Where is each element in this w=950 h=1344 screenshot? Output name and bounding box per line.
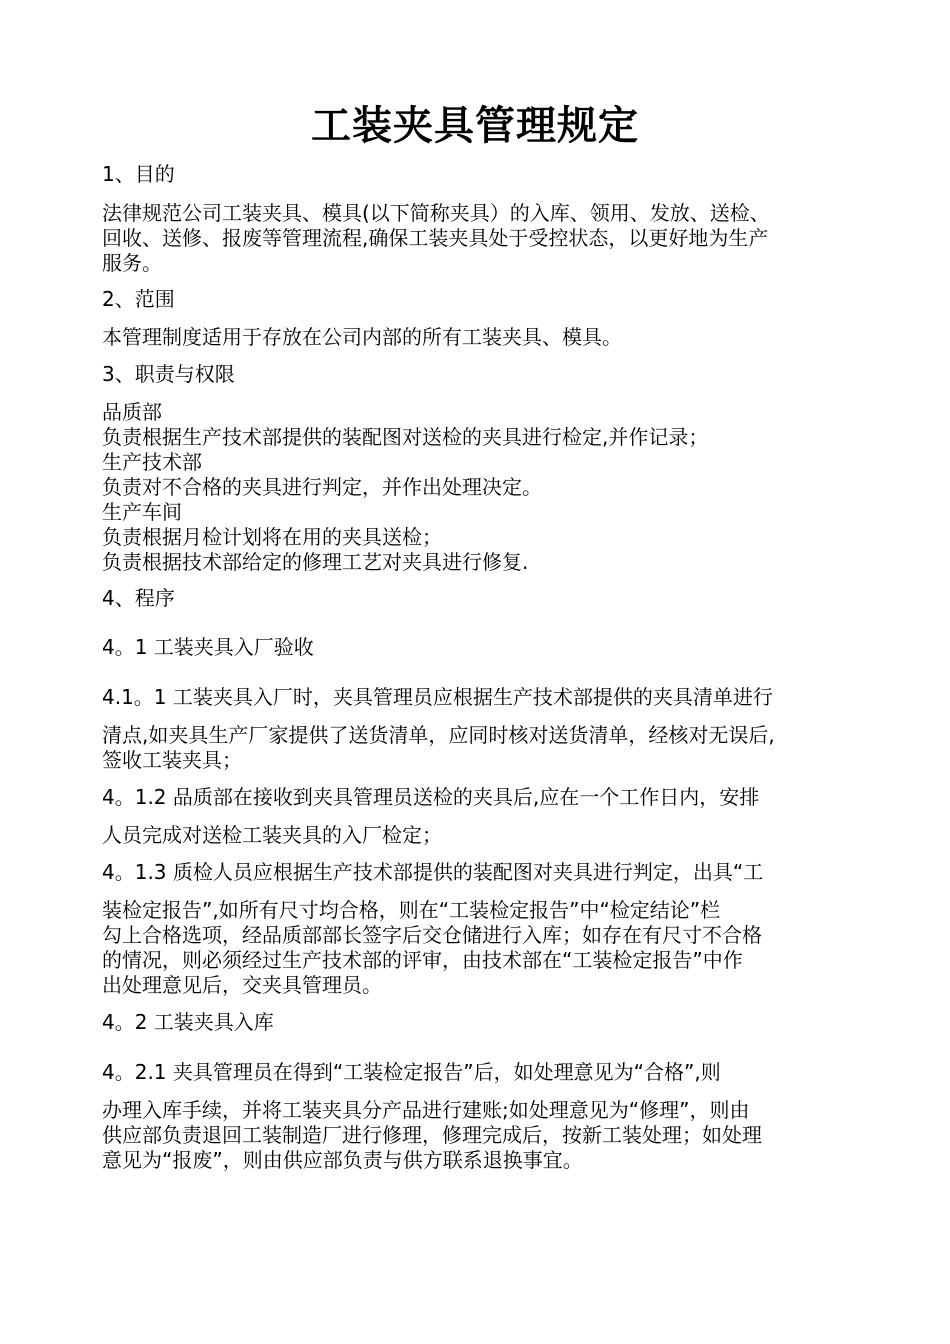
- section-heading-scope: 2、范围: [102, 287, 175, 311]
- paragraph-line: 勾上合格选项，经品质部部长签字后交仓储进行入库；如存在有尺寸不合格: [102, 923, 762, 947]
- paragraph-line: 清点,如夹具生产厂家提供了送货清单，应同时核对送货清单，经核对无误后,: [102, 723, 775, 747]
- document-title: 工装夹具管理规定: [311, 103, 639, 149]
- paragraph-line: 服务。: [102, 251, 162, 275]
- paragraph-line: 办理入库手续，并将工装夹具分产品进行建账;如处理意见为“修理”，则由: [102, 1098, 750, 1122]
- department-label: 生产车间: [102, 500, 182, 524]
- paragraph-line: 人员完成对送检工装夹具的入厂检定；: [102, 823, 442, 847]
- paragraph-line: 4.1。1 工装夹具入厂时，夹具管理员应根据生产技术部提供的夹具清单进行: [102, 685, 773, 709]
- paragraph-line: 负责根据生产技术部提供的装配图对送检的夹具进行检定,并作记录；: [102, 425, 709, 449]
- paragraph-line: 负责对不合格的夹具进行判定，并作出处理决定。: [102, 475, 542, 499]
- paragraph-line: 装检定报告”,如所有尺寸均合格，则在“工装检定报告”中“检定结论”栏: [102, 898, 721, 922]
- paragraph-line: 供应部负责退回工装制造厂进行修理，修理完成后，按新工装处理；如处理: [102, 1123, 762, 1147]
- paragraph-line: 本管理制度适用于存放在公司内部的所有工装夹具、模具。: [102, 325, 622, 349]
- paragraph-line: 的情况，则必须经过生产技术部的评审，由技术部在“工装检定报告”中作: [102, 948, 743, 972]
- paragraph-line: 回收、送修、报废等管理流程,确保工装夹具处于受控状态，以更好地为生产: [102, 226, 769, 250]
- paragraph-line: 意见为“报废”，则由供应部负责与供方联系退换事宜。: [102, 1148, 583, 1172]
- section-heading-responsibilities: 3、职责与权限: [102, 362, 235, 386]
- paragraph-line: 负责根据技术部给定的修理工艺对夹具进行修复.: [102, 550, 529, 574]
- department-label: 生产技术部: [102, 450, 202, 474]
- department-label: 品质部: [102, 400, 162, 424]
- paragraph-line: 签收工装夹具；: [102, 748, 242, 772]
- paragraph-line: 4。1.2 品质部在接收到夹具管理员送检的夹具后,应在一个工作日内，安排: [102, 785, 760, 809]
- paragraph-line: 出处理意见后，交夹具管理员。: [102, 973, 382, 997]
- subsection-heading: 4。2 工装夹具入库: [102, 1010, 274, 1034]
- paragraph-line: 4。1.3 质检人员应根据生产技术部提供的装配图对夹具进行判定，出具“工: [102, 860, 764, 884]
- section-heading-purpose: 1、目的: [102, 162, 175, 186]
- subsection-heading: 4。1 工装夹具入厂验收: [102, 635, 314, 659]
- section-heading-procedure: 4、程序: [102, 586, 175, 610]
- paragraph-line: 负责根据月检计划将在用的夹具送检；: [102, 525, 442, 549]
- paragraph-line: 4。2.1 夹具管理员在得到“工装检定报告”后，如处理意见为“合格”,则: [102, 1060, 721, 1084]
- paragraph-line: 法律规范公司工装夹具、模具(以下简称夹具）的入库、领用、发放、送检、: [102, 201, 770, 225]
